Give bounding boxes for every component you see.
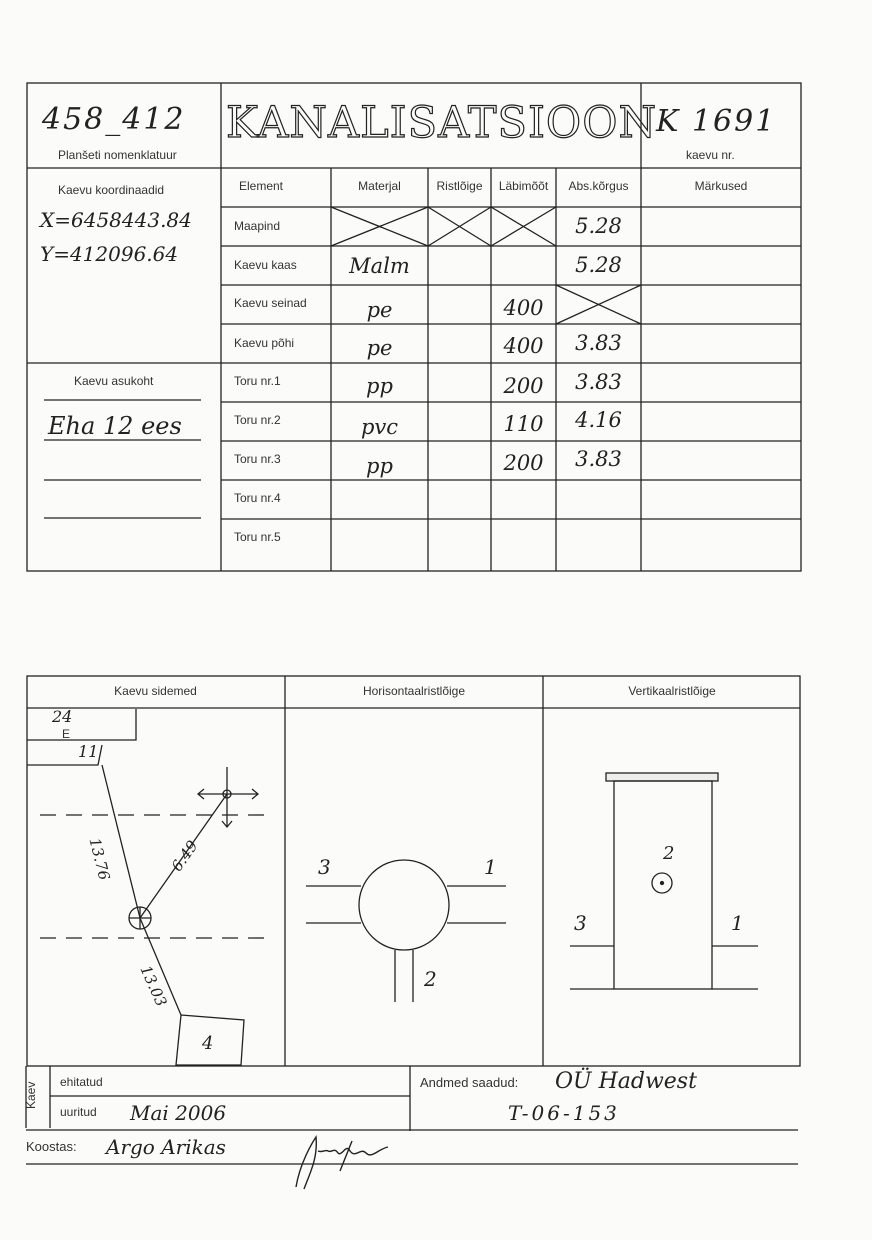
row-label-ground: Maapind (234, 219, 281, 233)
building-number-bottom: 4 (202, 1033, 214, 1054)
cell-pipe1-material: pp (366, 374, 393, 398)
coordinate-x: X=6458443.84 (40, 208, 192, 232)
horizontal-pipe-2-label: 2 (424, 967, 437, 991)
column-header-element: Element (238, 179, 284, 193)
well-record-table (26, 82, 802, 572)
row-label-well-bottom: Kaevu põhi (234, 336, 295, 350)
column-header-material: Materjal (358, 179, 401, 193)
signature (296, 1137, 388, 1189)
footer-block (0, 1063, 872, 1203)
cell-walls-diameter: 400 (503, 296, 544, 320)
vertical-pipe-2-label: 2 (663, 843, 675, 864)
horizontal-pipe-3-label: 3 (318, 855, 331, 879)
cell-pipe3-height: 3.83 (575, 447, 622, 471)
row-label-well-cover: Kaevu kaas (234, 258, 297, 272)
cell-pipe2-material: pvc (360, 415, 399, 439)
corner-label: 11 (78, 742, 99, 761)
connections-title: Kaevu sidemed (114, 684, 197, 698)
horizontal-pipe-1-label: 1 (484, 855, 497, 879)
row-label-well-walls: Kaevu seinad (234, 296, 307, 310)
cell-bottom-diameter: 400 (503, 334, 544, 358)
distance-label-1: 13.76 (85, 835, 114, 883)
column-header-notes: Märkused (694, 179, 748, 193)
sheet-code-label: Planšeti nomenklatuur (58, 148, 177, 162)
row-label-pipe-4: Toru nr.4 (234, 491, 281, 505)
well-side-label: Kaev (24, 1081, 38, 1109)
vertical-section-sketch (570, 773, 758, 989)
building-letter-top: E (62, 727, 71, 741)
surveyed-value: Mai 2006 (130, 1101, 227, 1125)
location-label: Kaevu asukoht (74, 374, 154, 388)
surveyed-label: uuritud (60, 1105, 97, 1119)
row-label-pipe-1: Toru nr.1 (234, 374, 281, 388)
coordinate-y: Y=412096.64 (40, 242, 179, 266)
building-number-top: 24 (52, 707, 73, 726)
cell-ground-height: 5.28 (575, 214, 622, 238)
sheet-code: 458_412 (42, 102, 186, 137)
data-source-value: OÜ Hadwest (555, 1069, 697, 1094)
data-source-code: T-06-153 (508, 1101, 620, 1125)
column-header-cross-section: Ristlõige (436, 179, 483, 193)
cell-pipe3-material: pp (366, 454, 393, 478)
location-value: Eha 12 ees (48, 412, 182, 440)
coordinates-label: Kaevu koordinaadid (58, 183, 165, 197)
author-name: Argo Arikas (106, 1135, 226, 1159)
cell-pipe1-height: 3.83 (575, 370, 622, 394)
row-label-pipe-3: Toru nr.3 (234, 452, 281, 466)
well-number-label: kaevu nr. (686, 148, 735, 162)
horizontal-section-sketch (306, 860, 506, 1002)
cell-cover-material: Malm (349, 254, 410, 278)
built-label: ehitatud (60, 1075, 103, 1089)
cell-walls-material: pe (366, 298, 393, 322)
row-label-pipe-5: Toru nr.5 (234, 530, 281, 544)
cell-pipe2-diameter: 110 (503, 412, 544, 436)
row-label-pipe-2: Toru nr.2 (234, 413, 281, 427)
cell-pipe2-height: 4.16 (575, 408, 622, 432)
well-number: K 1691 (656, 104, 777, 139)
vertical-section-title: Vertikaalristlõige (628, 684, 716, 698)
author-label: Koostas: (26, 1139, 77, 1154)
cell-pipe3-diameter: 200 (503, 451, 544, 475)
column-header-diameter: Läbimõõt (498, 179, 549, 193)
cell-cover-height: 5.28 (575, 253, 622, 277)
page-title: KANALISATSIOON (226, 98, 658, 148)
vertical-pipe-3-label: 3 (574, 911, 587, 935)
data-source-label: Andmed saadud: (420, 1075, 519, 1090)
sketch-grid (26, 675, 801, 1075)
distance-label-3: 13.03 (136, 962, 171, 1010)
column-header-abs-height: Abs.kõrgus (568, 179, 629, 193)
distance-label-2: 6.49 (167, 837, 202, 875)
vertical-pipe-1-label: 1 (731, 911, 744, 935)
cell-pipe1-diameter: 200 (503, 374, 544, 398)
connections-sketch (27, 709, 271, 1065)
horizontal-section-title: Horisontaalristlõige (362, 684, 466, 698)
cell-bottom-material: pe (366, 336, 393, 360)
cell-bottom-height: 3.83 (575, 331, 622, 355)
sketch-panels (26, 675, 801, 1075)
